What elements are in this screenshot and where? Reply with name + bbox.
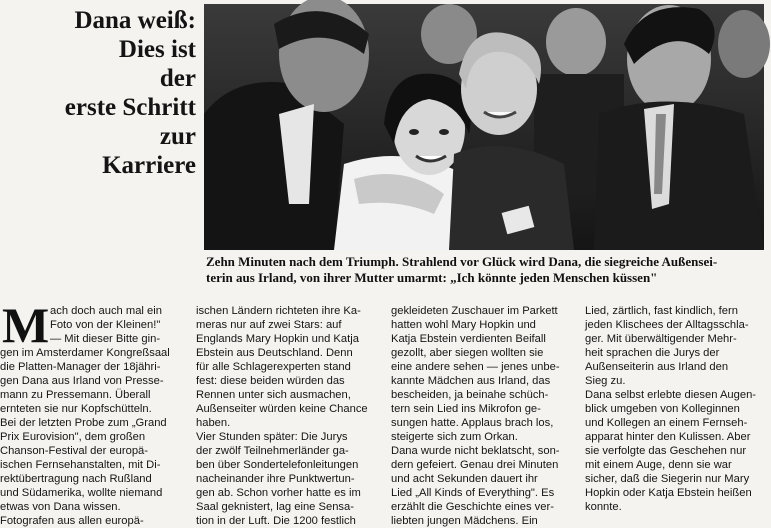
text-line: etwas von Dana wissen. [0,501,121,513]
text-line: Lied, zärtlich, fast kindlich, fern [585,305,738,317]
text-line: Sieg zu. [585,375,626,387]
text-line: sie verfolgte das Geschehen nur [585,445,747,457]
article-column-2 [196,304,374,528]
news-photo [204,4,764,250]
text-line: ach doch auch mal ein [50,305,162,317]
text-line: tern sein Lied ins Mikrofon ge- [391,403,541,415]
headline-line: Dana weiß: [74,7,196,34]
text-line: gen ab. Schon vorher hatte es im [196,487,361,499]
caption-line: Zehn Minuten nach dem Triumph. Strahlend vor Glück wird Dana, die siegreiche Außensei- [206,254,718,269]
article-column-3 [391,304,571,528]
text-line: Saal geknistert, lag eine Sensa- [196,501,354,513]
text-line: erzählt die Geschichte eines ver- [391,501,554,513]
text-line: Vier Stunden später: Die Jurys [196,431,348,443]
text-line: bescheiden, ja beinahe schüch- [391,389,549,401]
text-line: Ebstein aus Deutschland. Denn [196,347,353,359]
article-column-4 [585,304,765,514]
text-line: blick umgeben von Kolleginnen [585,403,740,415]
text-line: für alle Schlagerexperten stand [196,361,351,373]
text-line: Rennen unter sich ausmachen, [196,389,351,401]
photo-caption [206,254,764,286]
text-line: fest: diese beiden würden das [196,375,345,387]
headline-line: Dies ist [118,36,196,63]
text-line: Lied „All Kinds of Everything". Es [391,487,555,499]
text-line: haben. [196,417,231,429]
text-line: Englands Mary Hopkin und Katja [196,333,359,345]
headline [4,6,196,180]
text-line: liebten jungen Mädchens. Ein [391,515,538,527]
text-line: ernteten sie nur Kopfschütteln. [0,403,152,415]
article-column-1 [0,297,170,528]
text-line: gekleideten Zuschauer im Parkett [391,305,558,317]
text-line: eine andere sehen — jenes unbe- [391,361,560,373]
photo-illustration [204,4,764,250]
caption-line: terin aus Irland, von ihrer Mutter umarmt: „Ich könnte jeden Menschen küssen" [206,270,658,285]
text-line: Hopkin oder Katja Ebstein heißen [585,487,752,499]
headline-line: der [159,65,196,92]
text-line: und Kollegen an einem Fernseh- [585,417,748,429]
headline-line: zur [159,123,196,150]
text-line: sungen hatte. Applaus brach los, [391,417,554,429]
text-line: — Mit dieser Bitte gin- [50,333,161,345]
text-line: Foto von der Kleinen!" [50,319,161,331]
text-line: gezollt, aber siegen wollten sie [391,347,544,359]
text-line: Prix Eurovision", dem großen [0,431,146,443]
text-line: die Platten-Manager der 18jähri- [0,361,161,373]
text-line: meras nur auf zwei Stars: auf [196,319,342,331]
text-line: gen Dana aus Irland von Presse- [0,375,164,387]
text-line: tion in der Luft. Die 1200 festlich [196,515,356,527]
text-line: konnte. [585,501,622,513]
text-line: Dana wurde nicht beklatscht, son- [391,445,560,457]
text-line: der zwölf Teilnehmerländer ga- [196,445,349,457]
text-line: Bei der letzten Probe zum „Grand [0,417,167,429]
text-line: heit sprachen die Jurys der [585,347,720,359]
drop-cap: M [2,297,50,353]
text-line: nacheinander ihre Punktwertun- [196,473,355,485]
text-line: und acht Sekunden dauert ihr [391,473,538,485]
text-line: Katja Ebstein verdienten Beifall [391,333,546,345]
headline-line: Karriere [102,152,196,179]
text-line: rektübertragung nach Rußland [0,473,152,485]
text-line: gen im Amsterdamer Kongreßsaal [0,347,170,359]
text-line: ben über Sondertelefonleitungen [196,459,359,471]
text-line: ischen Ländern richteten ihre Ka- [196,305,361,317]
text-line: apparat hinter den Kulissen. Aber [585,431,751,443]
text-line: Fotografen aus allen europä- [0,515,144,527]
text-line: hatten wohl Mary Hopkin und [391,319,536,331]
text-line: ischen Fernsehanstalten, mit Di- [0,459,161,471]
text-line: dern gefeiert. Genau drei Minuten [391,459,559,471]
text-line: steigerte sich zum Orkan. [391,431,518,443]
text-line: kannte Mädchen aus Irland, das [391,375,551,387]
text-line: und Südamerika, wollte niemand [0,487,163,499]
text-line: ger. Mit überwältigender Mehr- [585,333,737,345]
text-line: Außenseiterin aus Irland den [585,361,729,373]
text-line: Chanson-Festival der europä- [0,445,148,457]
text-line: Außenseiter würden keine Chance [196,403,368,415]
text-line: mit einem Auge, denn sie war [585,459,732,471]
headline-line: erste Schritt [64,94,196,121]
text-line: Dana selbst erlebte diesen Augen- [585,389,757,401]
text-line: mann zu Pressemann. Überall [0,389,151,401]
text-line: jeden Klischees der Alltagsschla- [585,319,749,331]
text-line: sicher, daß die Siegerin nur Mary [585,473,750,485]
